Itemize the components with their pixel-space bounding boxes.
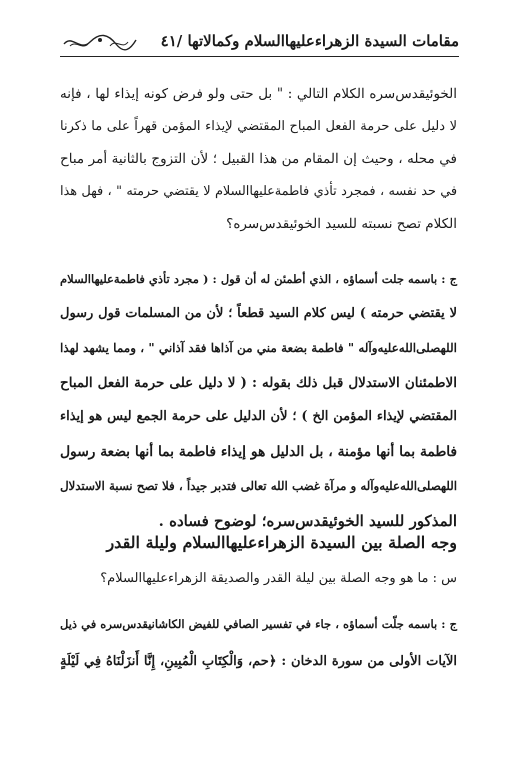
answer-line: لا يقتضي حرمته ) ليس كلام السيد قطعاً ؛ لأن من المسلمات قول رسول — [60, 305, 457, 321]
quote-line: الكلام تصح نسبته للسيد الخوئيقدس‌سره؟ — [226, 216, 457, 232]
quote-line: لا دليل على حرمة الفعل المباح المقتضي لإيذاء المؤمن قهراً على ما ذكرنا — [60, 118, 457, 134]
quote-line: الخوئيقدس‌سره الكلام التالي : " بل حتى ولو فرض كونه إيذاء لها ، فإنه — [60, 86, 457, 102]
section-heading: وجه الصلة بين السيدة الزهراءعليهاالسلام وليلة القدر — [106, 533, 457, 552]
running-header-title: مقامات السيدة الزهراءعليهاالسلام وكمالاتها /٤١ — [160, 32, 459, 50]
answer-line: ج : باسمه جلّت أسماؤه ، جاء في تفسير الصافي للفيض الكاشانيقدس‌سره في ذيل — [60, 617, 457, 631]
answer-line: الآيات الأولى من سورة الدخان : ﴿حم، وَالْكِتَابِ الْمُبِينِ، إِنَّا أَنزَلْنَاهُ فِي لَيْلَةٍ — [60, 654, 457, 669]
header-rule — [60, 56, 459, 57]
answer-line: اللهصلى‌الله‌عليه‌وآله " فاطمة بضعة مني من آذاها فقد آذاني " ، ومما يشهد لهذا — [60, 341, 457, 355]
answer-line: المذكور للسيد الخوئيقدس‌سره؛ لوضوح فساده . — [158, 511, 457, 530]
answer-line: المقتضي لإيذاء المؤمن الخ ) ؛ لأن الدليل على حرمة الجمع ليس هو إيذاء — [60, 409, 457, 424]
second-answer-paragraph — [60, 605, 457, 681]
quote-line: في محله ، وحيث إن المقام من هذا القبيل ؛ لأن التزوج بالثانية أمر مباح — [60, 151, 457, 167]
quoted-passage — [60, 78, 457, 241]
answer-line: اللهصلى‌الله‌عليه‌وآله و مرآة غضب الله تعالى فتدبر جيداً ، فلا تصح نسبة الاستدلال — [60, 479, 457, 493]
ornament-icon — [60, 30, 140, 54]
page-header — [60, 28, 459, 58]
quote-line: في حد نفسه ، فمجرد تأذي فاطمةعليهاالسلام لا يقتضي حرمته " ، فهل هذا — [60, 183, 457, 199]
answer-line: فاطمة بما أنها مؤمنة ، بل الدليل هو إيذاء فاطمة بما أنها بضعة رسول — [60, 443, 457, 460]
question-text: س : ما هو وجه الصلة بين ليلة القدر والصديقة الزهراءعليهاالسلام؟ — [100, 571, 457, 586]
answer-paragraph — [60, 262, 457, 538]
answer-line: الاطمئنان الاستدلال قبل ذلك بقوله : ( لا دليل على حرمة الفعل المباح — [60, 374, 457, 391]
answer-line: ج : باسمه جلت أسماؤه ، الذي أطمئن له أن قول : ( مجرد تأذي فاطمةعليهاالسلام — [60, 272, 457, 286]
